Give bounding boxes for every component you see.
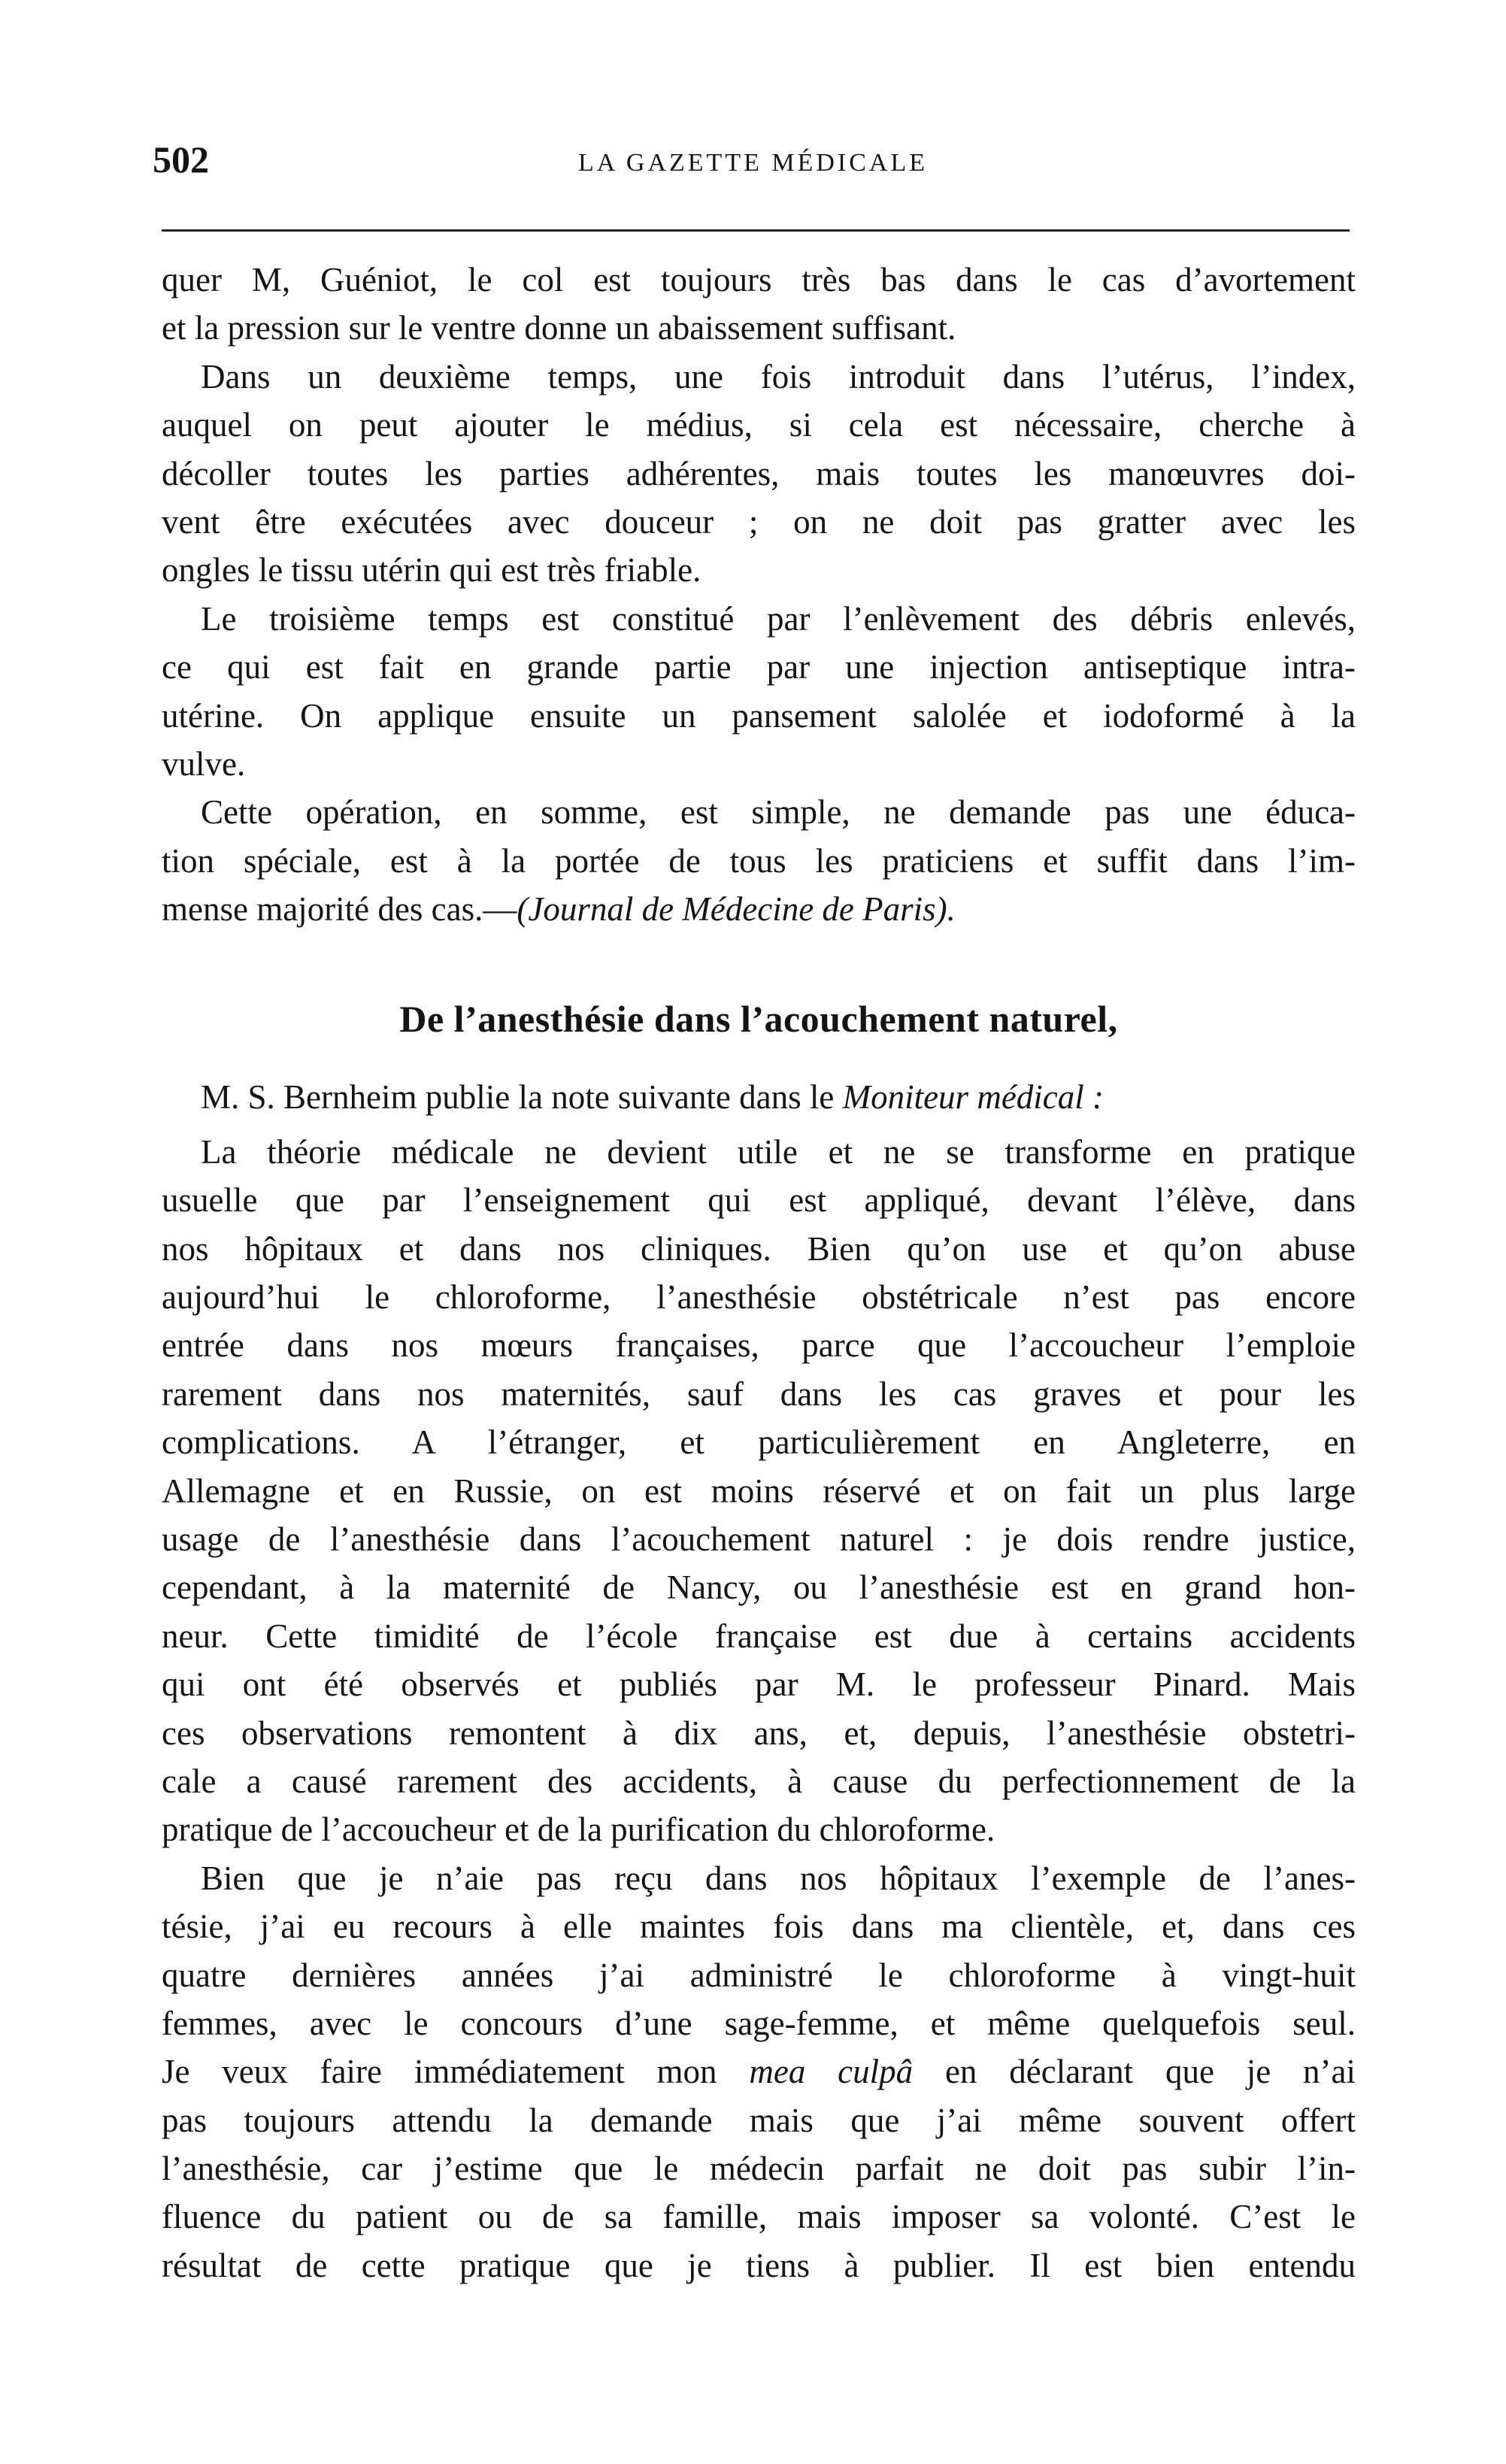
text-line: l’anesthésie, car j’estime que le médecin parfait ne doit pas subir l’in- <box>162 2150 1356 2188</box>
text-line: Allemagne et en Russie, on est moins réservé et on fait un plus large <box>162 1471 1356 1510</box>
text-line: utérine. On applique ensuite un pansement salolée et iodoformé à la <box>162 696 1356 735</box>
text-segment: en déclarant que je n’ai <box>913 2053 1356 2091</box>
text-line: entrée dans nos mœurs françaises, parce que l’accoucheur l’emploie <box>162 1326 1356 1365</box>
text-line: neur. Cette timidité de l’école française est due à certains accidents <box>162 1617 1356 1655</box>
text-line: qui ont été observés et publiés par M. le professeur Pinard. Mais <box>162 1665 1356 1704</box>
text-line: ce qui est fait en grande partie par une injection antiseptique intra- <box>162 648 1356 686</box>
text-line: Bien que je n’aie pas reçu dans nos hôpitaux l’exemple de l’anes- <box>201 1859 1356 1897</box>
text-line: pratique de l’accoucheur et de la purification du chloroforme. <box>162 1811 995 1849</box>
section-article-text <box>162 1073 1356 2290</box>
text-line: ongles le tissu utérin qui est très friable. <box>162 551 701 589</box>
text-line <box>162 1073 1356 1121</box>
italic-text: (Journal de Médecine de Paris). <box>517 890 956 929</box>
page-number: 502 <box>153 138 209 180</box>
page-body <box>162 256 1356 2290</box>
text-line <box>162 885 1356 933</box>
italic-text: mea culpâ <box>749 2053 914 2091</box>
text-line: vent être exécutées avec douceur ; on ne doit pas gratter avec les <box>162 502 1356 541</box>
text-line: tésie, j’ai eu recours à elle maintes fois dans ma clientèle, et, dans ces <box>162 1908 1356 1946</box>
text-line: quer M, Guéniot, le col est toujours très bas dans le cas d’avortement <box>162 261 1356 299</box>
text-line <box>162 2047 1356 2096</box>
text-line: Dans un deuxième temps, une fois introduit dans l’utérus, l’index, <box>201 357 1356 396</box>
text-line: aujourd’hui le chloroforme, l’anesthésie obstétricale n’est pas encore <box>162 1278 1356 1317</box>
text-line: cale a causé rarement des accidents, à cause du perfectionnement de la <box>162 1762 1356 1800</box>
running-title: LA GAZETTE MÉDICALE <box>577 149 929 177</box>
text-line: usuelle que par l’enseignement qui est appliqué, devant l’élève, dans <box>162 1181 1356 1220</box>
text-line: quatre dernières années j’ai administré le chloroforme à vingt-huit <box>162 1956 1356 1994</box>
text-segment: mense majorité des cas.— <box>162 890 517 929</box>
text-line: tion spéciale, est à la portée de tous les praticiens et suffit dans l’im- <box>162 841 1356 880</box>
text-line: fluence du patient ou de sa famille, mais imposer sa volonté. C’est le <box>162 2198 1356 2236</box>
text-line: Le troisième temps est constitué par l’enlèvement des débris enlevés, <box>201 599 1356 638</box>
article-title: De l’anesthésie dans l’acouchement naturel, <box>399 998 1118 1041</box>
text-line: et la pression sur le ventre donne un abaissement suffisant. <box>162 309 956 347</box>
text-line: Cette opération, en somme, est simple, ne demande pas une éduca- <box>201 793 1356 832</box>
text-line: ces observations remontent à dix ans, et, depuis, l’anesthésie obstetri- <box>162 1714 1356 1752</box>
italic-text: Moniteur médical : <box>842 1078 1105 1117</box>
text-line: complications. A l’étranger, et particulièrement en Angleterre, en <box>162 1423 1356 1462</box>
text-line: femmes, avec le concours d’une sage-femme, et même quelquefois seul. <box>162 2004 1356 2042</box>
text-segment: M. S. Bernheim publie la note suivante dans le <box>201 1078 843 1117</box>
text-line: résultat de cette pratique que je tiens à publier. Il est bien entendu <box>162 2246 1356 2284</box>
text-line: auquel on peut ajouter le médius, si cela est nécessaire, cherche à <box>162 406 1356 444</box>
text-line: rarement dans nos maternités, sauf dans les cas graves et pour les <box>162 1374 1356 1413</box>
text-segment: Je veux faire immédiatement mon <box>162 2053 750 2091</box>
text-line: nos hôpitaux et dans nos cliniques. Bien qu’on use et qu’on abuse <box>162 1229 1356 1268</box>
spacer <box>162 1122 1356 1128</box>
text-line: cependant, à la maternité de Nancy, ou l’anesthésie est en grand hon- <box>162 1568 1356 1607</box>
text-line: La théorie médicale ne devient utile et ne se transforme en pratique <box>201 1132 1356 1171</box>
section-previous-article <box>162 256 1356 933</box>
header-rule <box>162 229 1350 232</box>
text-line: vulve. <box>162 744 246 783</box>
text-line: pas toujours attendu la demande mais que j’ai même souvent offert <box>162 2101 1356 2139</box>
text-line: usage de l’anesthésie dans l’acouchement naturel : je dois rendre justice, <box>162 1520 1356 1558</box>
text-line: décoller toutes les parties adhérentes, mais toutes les manœuvres doi- <box>162 454 1356 492</box>
